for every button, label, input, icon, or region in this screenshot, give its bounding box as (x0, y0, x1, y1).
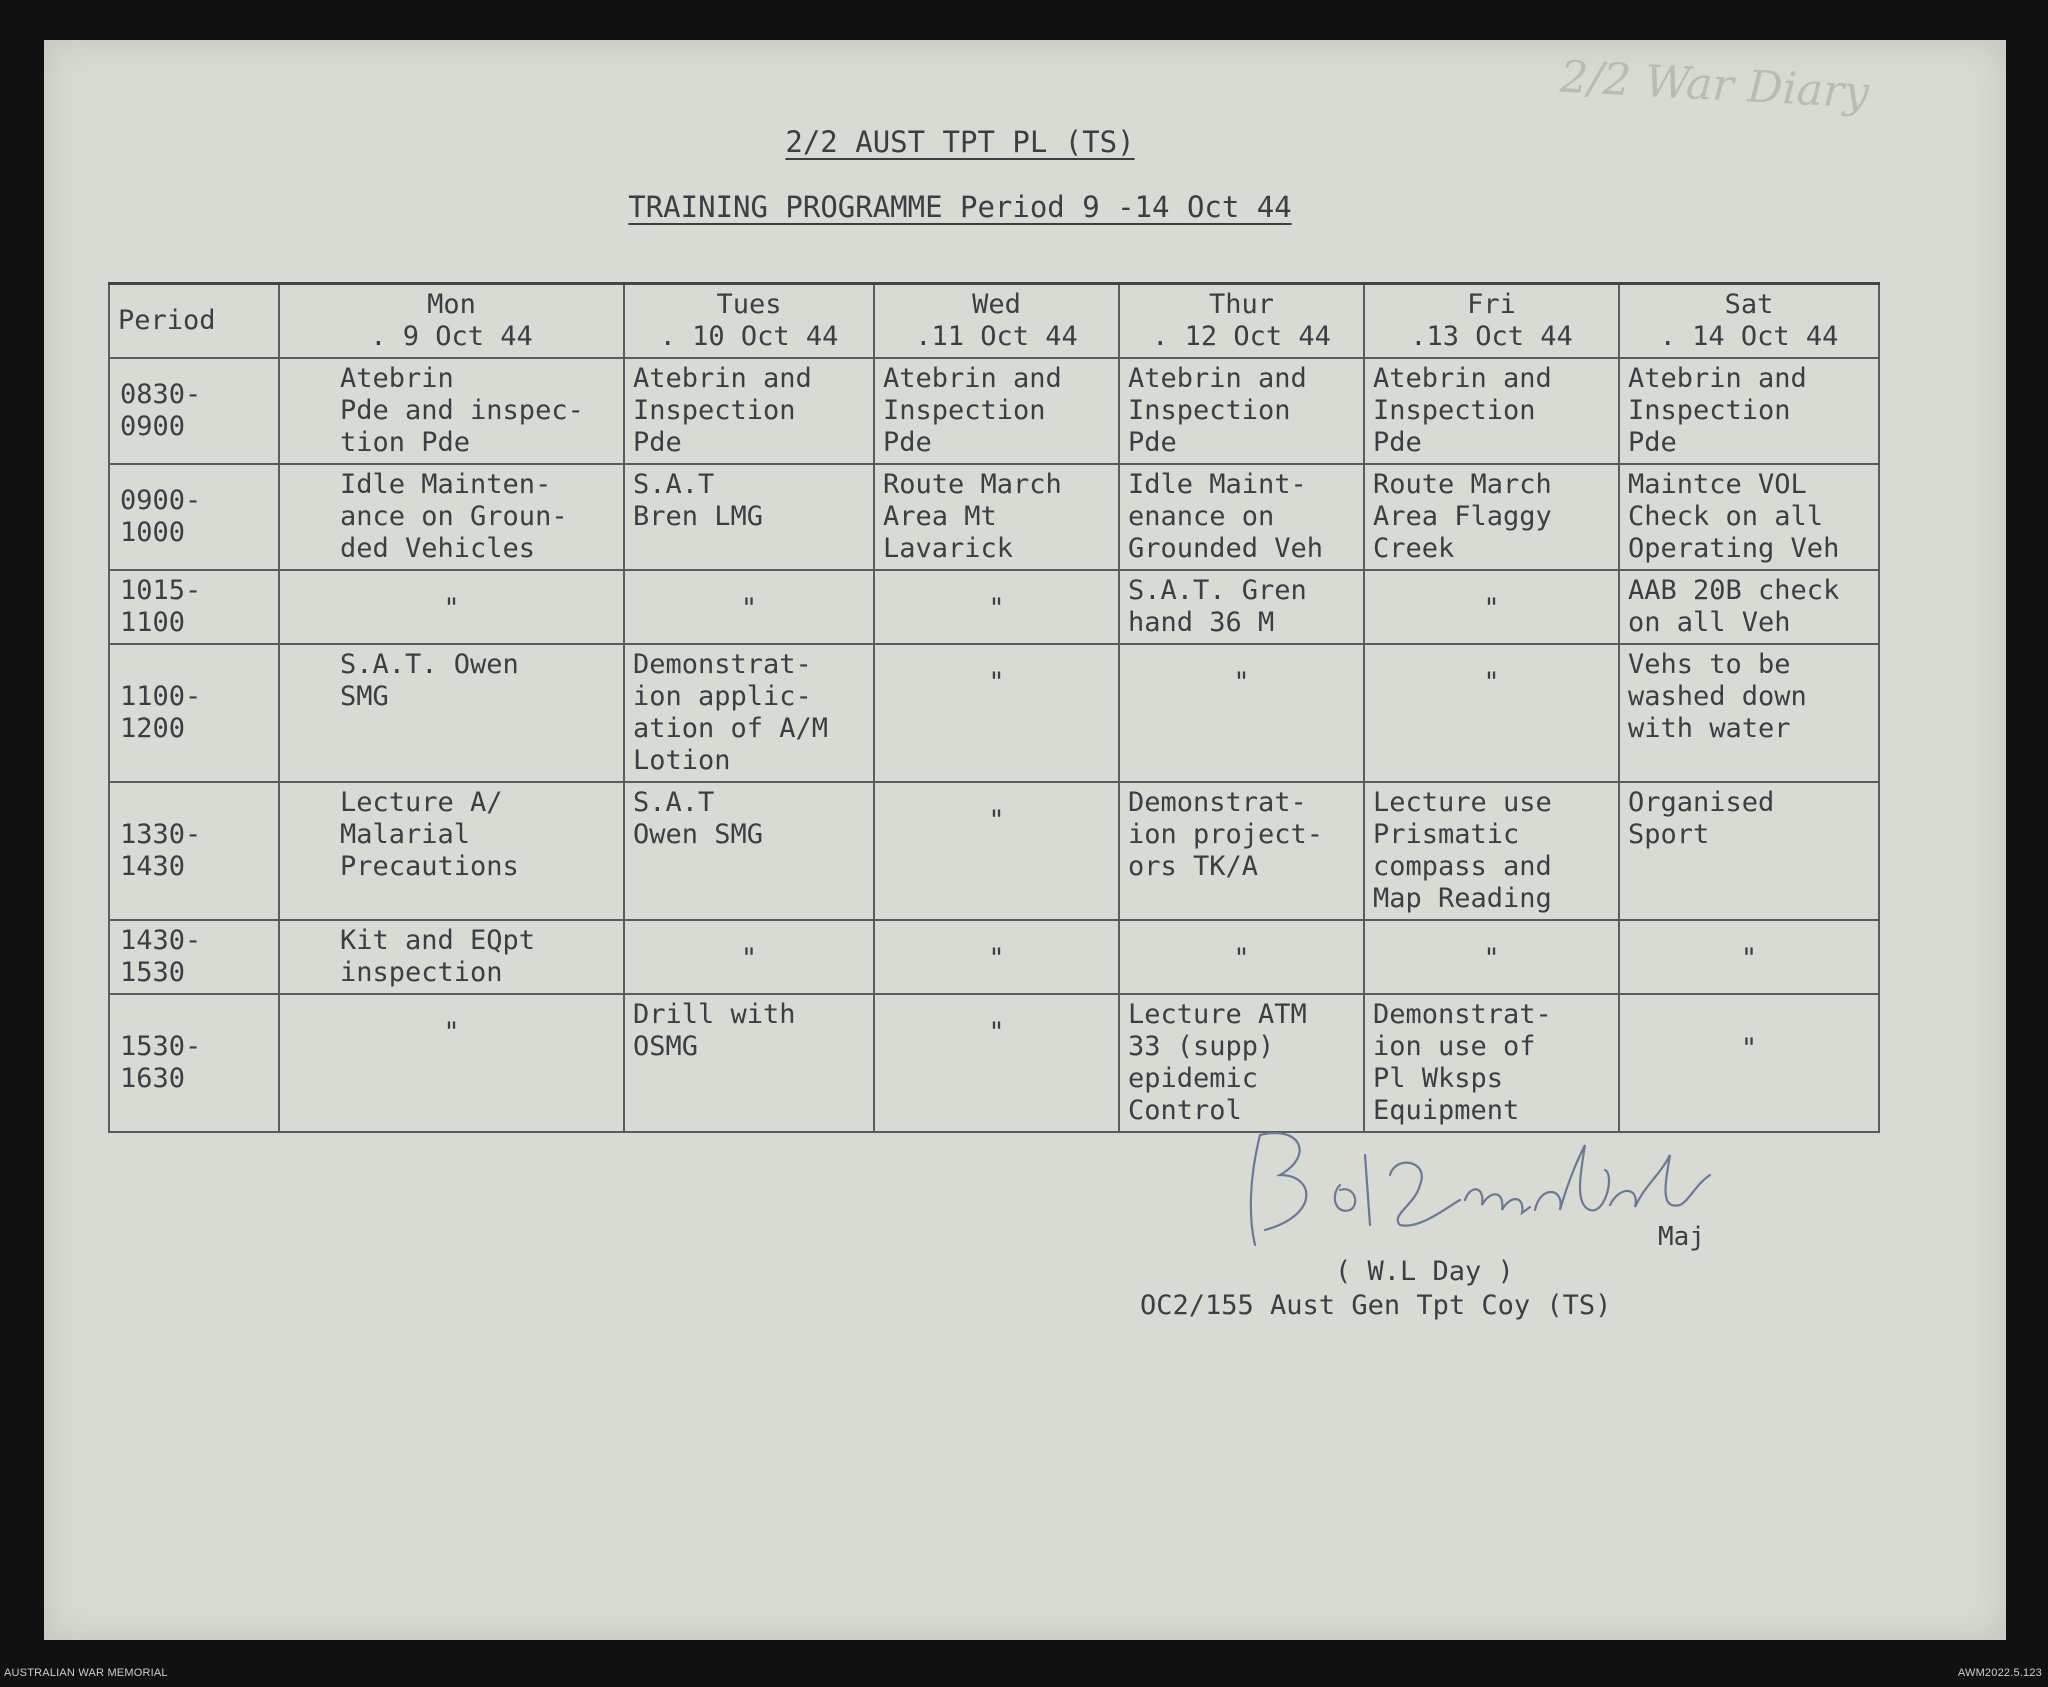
schedule-cell: Demonstrat- ion project- ors TK/A (1119, 782, 1364, 920)
day-header-thur (1119, 284, 1364, 359)
schedule-cell (279, 994, 624, 1132)
schedule-cell: Atebrin and Inspection Pde (1364, 358, 1619, 464)
schedule-cell (624, 920, 874, 994)
schedule-cell (624, 570, 874, 644)
signatory-rank: Maj (1658, 1222, 1705, 1252)
schedule-cell: Idle Maint- enance on Grounded Veh (1119, 464, 1364, 570)
schedule-cell: Route March Area Mt Lavarick (874, 464, 1119, 570)
ditto-mark: " (443, 1017, 460, 1048)
schedule-cell (874, 782, 1119, 920)
date-label: . 12 Oct 44 (1152, 321, 1331, 352)
period-cell: 1330- 1430 (109, 782, 279, 920)
schedule-cell: S.A.T Bren LMG (624, 464, 874, 570)
schedule-cell (1364, 644, 1619, 782)
table-row (109, 464, 1879, 570)
schedule-cell (1364, 920, 1619, 994)
table-row (109, 358, 1879, 464)
training-programme-table (108, 282, 1880, 1133)
schedule-cell: AAB 20B check on all Veh (1619, 570, 1879, 644)
ditto-mark: " (1233, 943, 1250, 974)
archive-reference: AWM2022.5.123 (1957, 1667, 2042, 1679)
schedule-cell (874, 994, 1119, 1132)
signatory-unit: OC2/155 Aust Gen Tpt Coy (TS) (1140, 1290, 1612, 1321)
date-label: . 9 Oct 44 (370, 321, 533, 352)
period-cell: 0830- 0900 (109, 358, 279, 464)
schedule-cell: Lecture ATM 33 (supp) epidemic Control (1119, 994, 1364, 1132)
period-cell: 1015- 1100 (109, 570, 279, 644)
schedule-cell: Atebrin Pde and inspec- tion Pde (279, 358, 624, 464)
ditto-mark: " (1483, 593, 1500, 624)
day-label: Thur (1208, 289, 1275, 320)
table-row (109, 644, 1879, 782)
ditto-mark: " (1483, 943, 1500, 974)
ditto-mark: " (988, 1017, 1005, 1048)
ditto-mark: " (1740, 943, 1758, 974)
ditto-mark: " (988, 593, 1005, 624)
schedule-cell: Route March Area Flaggy Creek (1364, 464, 1619, 570)
table-row (109, 570, 1879, 644)
ditto-mark: " (1740, 1033, 1758, 1064)
ditto-mark: " (988, 667, 1005, 698)
schedule-cell (1619, 994, 1879, 1132)
day-label: Mon (427, 289, 476, 320)
period-cell: 1430- 1530 (109, 920, 279, 994)
day-label: Sat (1724, 289, 1774, 320)
schedule-cell: Organised Sport (1619, 782, 1879, 920)
ditto-mark: " (1483, 667, 1500, 698)
schedule-cell: S.A.T Owen SMG (624, 782, 874, 920)
programme-title: TRAINING PROGRAMME Period 9 -14 Oct 44 (628, 190, 1292, 224)
schedule-cell (1364, 570, 1619, 644)
schedule-cell: Atebrin and Inspection Pde (1619, 358, 1879, 464)
schedule-cell: Drill with OSMG (624, 994, 874, 1132)
schedule-cell: Maintce VOL Check on all Operating Veh (1619, 464, 1879, 570)
day-header-tues (624, 284, 874, 359)
schedule-cell (1119, 644, 1364, 782)
schedule-cell: Lecture use Prismatic compass and Map Reading (1364, 782, 1619, 920)
schedule-cell: Vehs to be washed down with water (1619, 644, 1879, 782)
table-row (109, 994, 1879, 1132)
table-row (109, 920, 1879, 994)
date-label: . 10 Oct 44 (659, 321, 839, 352)
schedule-cell: Demonstrat- ion use of Pl Wksps Equipment (1364, 994, 1619, 1132)
ditto-mark: " (740, 943, 758, 974)
ditto-mark: " (988, 943, 1005, 974)
schedule-cell (874, 570, 1119, 644)
schedule-cell: Kit and EQpt inspection (279, 920, 624, 994)
date-label: .11 Oct 44 (915, 321, 1078, 352)
archive-credit: AUSTRALIAN WAR MEMORIAL (4, 1667, 168, 1679)
schedule-cell: Idle Mainten- ance on Groun- ded Vehicles (279, 464, 624, 570)
schedule-cell (1119, 920, 1364, 994)
table-row (109, 782, 1879, 920)
date-label: .13 Oct 44 (1410, 321, 1573, 352)
day-label: Tues (716, 289, 782, 320)
day-header-fri (1364, 284, 1619, 359)
unit-title: 2/2 AUST TPT PL (TS) (785, 125, 1135, 159)
period-cell: 1530- 1630 (109, 994, 279, 1132)
header-row (109, 284, 1879, 359)
ditto-mark: " (1233, 667, 1250, 698)
schedule-cell (1619, 920, 1879, 994)
ditto-mark: " (740, 593, 758, 624)
date-label: . 14 Oct 44 (1659, 321, 1839, 352)
day-label: Fri (1467, 289, 1516, 320)
schedule-cell: Demonstrat- ion applic- ation of A/M Lotion (624, 644, 874, 782)
schedule-cell: S.A.T. Gren hand 36 M (1119, 570, 1364, 644)
schedule-cell: S.A.T. Owen SMG (279, 644, 624, 782)
schedule-cell (874, 644, 1119, 782)
schedule-cell: Atebrin and Inspection Pde (624, 358, 874, 464)
period-header: Period (109, 284, 279, 359)
day-header-sat (1619, 284, 1879, 359)
signatory-name: ( W.L Day ) (1335, 1256, 1514, 1287)
schedule-cell: Atebrin and Inspection Pde (1119, 358, 1364, 464)
ditto-mark: " (443, 593, 460, 624)
day-label: Wed (972, 289, 1021, 320)
schedule-cell: Atebrin and Inspection Pde (874, 358, 1119, 464)
schedule-cell (874, 920, 1119, 994)
ditto-mark: " (988, 805, 1005, 836)
period-cell: 0900- 1000 (109, 464, 279, 570)
day-header-wed (874, 284, 1119, 359)
pencil-annotation: 2/2 War Diary (1558, 51, 1871, 119)
schedule-cell (279, 570, 624, 644)
handwritten-signature (1220, 1115, 1720, 1265)
day-header-mon (279, 284, 624, 359)
schedule-cell: Lecture A/ Malarial Precautions (279, 782, 624, 920)
period-cell: 1100- 1200 (109, 644, 279, 782)
